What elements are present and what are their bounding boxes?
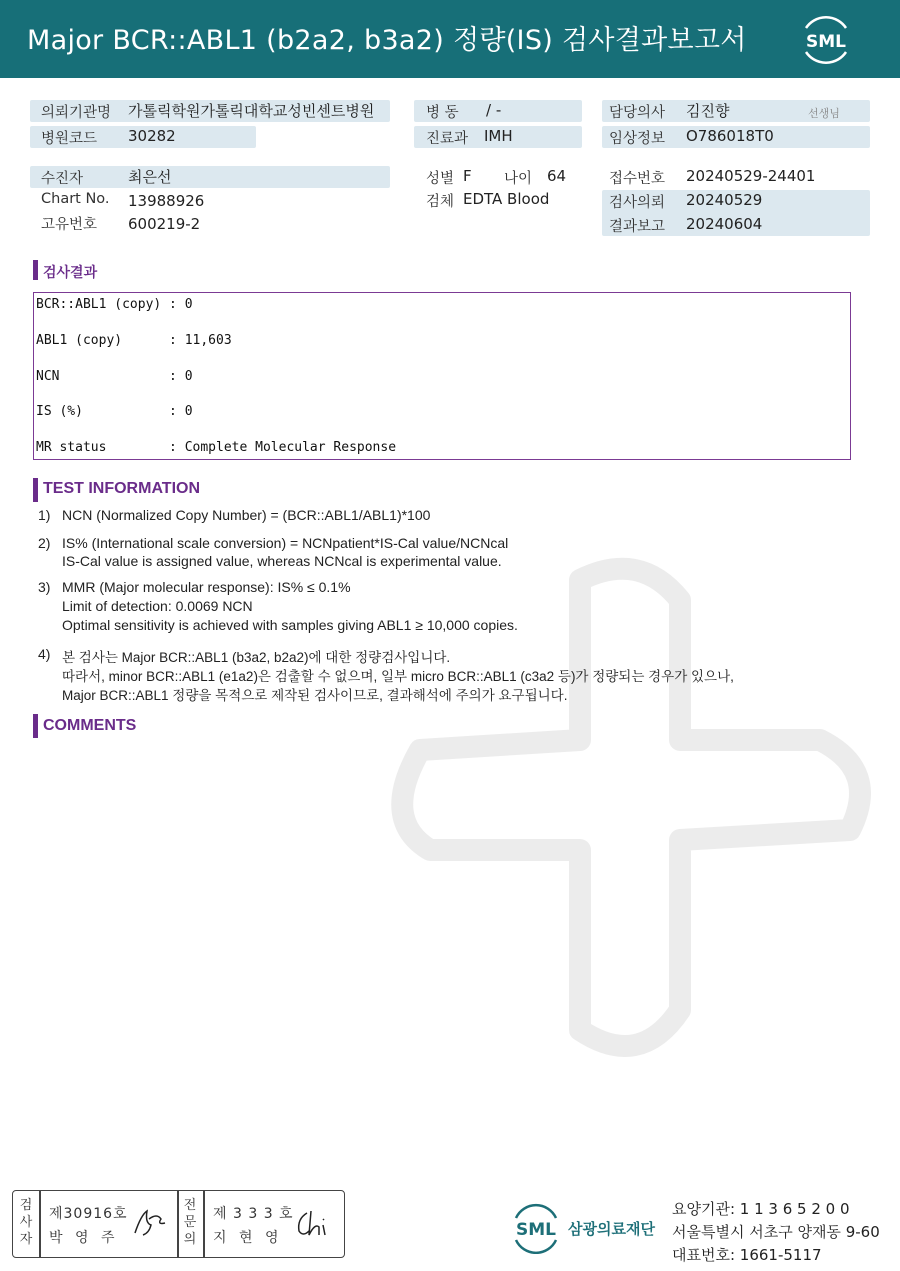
chart-no-value: 13988926 [128, 192, 205, 210]
specimen-value: EDTA Blood [463, 190, 550, 208]
clinical-value: O786018T0 [686, 127, 774, 145]
test-info-line: Major BCR::ABL1 정량을 목적으로 제작된 검사이므로, 결과해석에 주의가 요구됩니다. [62, 688, 568, 703]
request-date-value: 20240529 [686, 191, 763, 209]
examiner-license: 제30916호 [49, 1206, 128, 1222]
clinical-label: 임상정보 [609, 131, 666, 147]
specimen-label: 검체 [426, 194, 455, 210]
result-row-ncn: NCN : 0 [36, 369, 193, 384]
comments-section-bar [33, 714, 38, 738]
institution-label: 의뢰기관명 [41, 105, 112, 121]
hospital-code-label: 병원코드 [41, 131, 98, 147]
ward-value: / - [486, 101, 502, 119]
examiner-label: 검사자 [19, 1198, 33, 1247]
reception-label: 접수번호 [609, 171, 666, 187]
test-info-line: Limit of detection: 0.0069 NCN [62, 598, 253, 614]
test-info-line: NCN (Normalized Copy Number) = (BCR::ABL1/ABL1)*100 [62, 507, 431, 523]
sex-value: F [463, 167, 472, 185]
report-date-label: 결과보고 [609, 219, 666, 235]
patient-label: 수진자 [41, 171, 84, 187]
doctor-suffix: 선생님 [808, 107, 840, 120]
chart-no-label: Chart No. [41, 191, 110, 207]
specialist-name: 지 현 영 [213, 1230, 283, 1246]
institution-value: 가톨릭학원가톨릭대학교성빈센트병원 [128, 102, 375, 120]
signature-divider [203, 1191, 205, 1257]
test-info-num-4: 4) [38, 646, 51, 662]
doctor-label: 담당의사 [609, 105, 666, 121]
header-logo-text: SML [806, 32, 846, 52]
comments-section-title: COMMENTS [43, 717, 137, 734]
age-label: 나이 [504, 171, 533, 187]
signature-divider [39, 1191, 41, 1257]
test-info-line: IS% (International scale conversion) = NCNpatient*IS-Cal value/NCNcal [62, 535, 509, 551]
test-info-line: MMR (Major molecular response): IS% ≤ 0.1% [62, 579, 351, 595]
hospital-code-value: 30282 [128, 127, 176, 145]
report-header [0, 0, 900, 78]
specialist-license: 제 3 3 3 호 [213, 1206, 294, 1222]
signature-divider [177, 1191, 179, 1257]
test-info-line: Optimal sensitivity is achieved with samples giving ABL1 ≥ 10,000 copies. [62, 617, 518, 633]
unique-no-value: 600219-2 [128, 215, 201, 233]
result-row-bcr-abl1: BCR::ABL1 (copy) : 0 [36, 297, 193, 312]
test-info-line: 따라서, minor BCR::ABL1 (e1a2)은 검출할 수 없으며, 일부 micro BCR::ABL1 (c3a2 등)가 정량되는 경우가 있으나, [62, 669, 734, 684]
footer-logo-text: SML [516, 1220, 556, 1240]
report-title: Major BCR::ABL1 (b2a2, b3a2) 정량(IS) 검사결과보고서 [27, 25, 747, 56]
ward-label: 병 동 [426, 105, 459, 121]
doctor-value: 김진향 [686, 102, 730, 120]
department-value: IMH [484, 127, 513, 145]
specialist-label: 전문의 [183, 1198, 197, 1247]
signature-box [12, 1190, 345, 1258]
sex-label: 성별 [426, 171, 455, 187]
report-date-value: 20240604 [686, 215, 763, 233]
sml-logo-icon [796, 12, 856, 66]
test-info-line: 본 검사는 Major BCR::ABL1 (b3a2, b2a2)에 대한 정량검사입니다. [62, 650, 451, 665]
examiner-name: 박 영 주 [49, 1230, 119, 1246]
result-row-is: IS (%) : 0 [36, 404, 193, 419]
age-value: 64 [547, 167, 567, 185]
test-info-num-2: 2) [38, 535, 51, 551]
results-section-title: 검사결과 [43, 265, 98, 281]
result-row-mr-status: MR status : Complete Molecular Response [36, 440, 397, 455]
footer-address: 서울특별시 서초구 양재동 9-60 [672, 1223, 880, 1241]
footer-phone: 대표번호: 1661-5117 [672, 1246, 822, 1264]
test-info-section-bar [33, 478, 38, 502]
footer-sml-logo-icon [508, 1202, 564, 1254]
results-section-bar [33, 260, 38, 280]
test-info-section-title: TEST INFORMATION [43, 480, 201, 497]
result-row-abl1: ABL1 (copy) : 11,603 [36, 333, 232, 348]
footer-code: 요양기관: 1 1 3 6 5 2 0 0 [672, 1200, 850, 1218]
department-label: 진료과 [426, 131, 469, 147]
patient-value: 최은선 [128, 168, 172, 186]
footer-org-name: 삼광의료재단 [568, 1220, 655, 1238]
patient-cell [30, 166, 390, 188]
test-info-line: IS-Cal value is assigned value, whereas NCNcal is experimental value. [62, 553, 502, 569]
request-date-label: 검사의뢰 [609, 195, 666, 211]
examiner-signature-icon [131, 1205, 171, 1241]
reception-value: 20240529-24401 [686, 167, 816, 185]
test-info-num-1: 1) [38, 507, 51, 523]
test-info-num-3: 3) [38, 579, 51, 595]
specialist-signature-icon [293, 1205, 337, 1241]
unique-no-label: 고유번호 [41, 217, 98, 233]
